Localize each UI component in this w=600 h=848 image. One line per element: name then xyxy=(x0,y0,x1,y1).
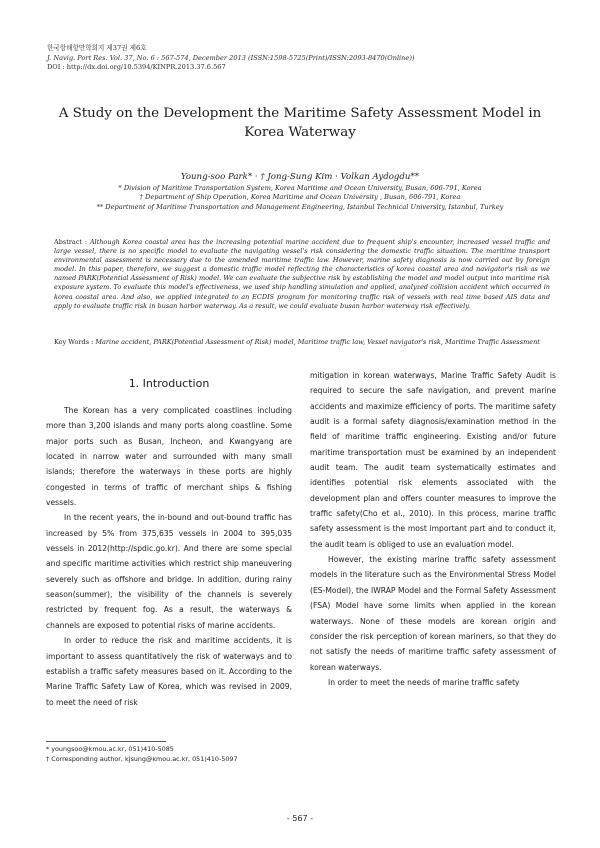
right-column xyxy=(310,368,556,690)
section-heading-introduction: 1. Introduction xyxy=(128,377,210,390)
affiliation-3: ** Department of Maritime Transportation and Management Engineering, Istanbul Technical University, Istanbul, Turkey xyxy=(96,202,504,211)
footnote-divider xyxy=(46,741,166,742)
abstract-text: Although Korea coastal area has the increasing potential marine accident due to frequent ship's encounter, increased vessel traffic and large vessel, there is no specific model to evaluate the navigating vessel's risk considering the domestic traffic situation. The maritime transport environmental assessment is necessary due to the amended maritime traffic law. However, marine safety diagnosis is now carried out by foreign model. In this paper, therefore, we suggest a domestic traffic model reflecting the characteristics of korea coastal area and navigator's risk as we named PARK(Potential Assessment of Risk) model. We can evaluate the subjective risk by establishing the model and model output into maritime risk exposure system. To evaluate this model's effectiveness, we used ship handling simulation and applied, analyzed collision accident which occurred in korea coastal area. And also, we applied integrated to an ECDIS program for monitoring traffic risk of vessels with real time based AIS data and apply to evaluate traffic risk in busan harbor waterway. As a result, we could evaluate busan harbor waterway risk effectively. xyxy=(54,238,550,310)
body-paragraph: mitigation in korean waterways, Marine Traffic Safety Audit is required to secure the safe navigation, and prevent marine accidents and maximize efficiency of ports. The maritime safety audit is a formal safety diagnosis/examination method in the field of maritime traffic engineering. Existing and/or future maritime transportation must be examined by an independent audit team. The audit team systematically estimates and identifies potential risk elements associated with the development plan and offers counter measures to improve the traffic safety(Cho et al., 2010). In this process, marine traffic safety assessment is the most important part and to conduct it, the audit team is obliged to use an evaluation model. xyxy=(310,371,556,549)
abstract-label: Abstract : xyxy=(54,238,90,246)
affiliation-1: * Division of Maritime Transportation System, Korea Maritime and Ocean University, Busan, 606-791, Korea xyxy=(118,184,482,192)
paper-title: A Study on the Development the Maritime Safety Assessment Model in Korea Waterway xyxy=(58,106,542,140)
affiliation-2: † Department of Ship Operation, Korea Maritime and Ocean University , Busan, 606-791, Korea xyxy=(139,193,461,202)
affiliations xyxy=(10,184,590,212)
body-paragraph: In order to reduce the risk and maritime accidents, it is important to assess quantitatively the risk of waterways and to establish a traffic safety measures based on it. According to the Marine Traffic Safety Law of Korea, which was revised in 2009, to meet the need of risk xyxy=(46,636,292,707)
author-list: Young-soo Park* · † Jong-Sung Kim · Volkan Aydogdu** xyxy=(180,172,420,182)
keywords-text: Marine accident, PARK(Potential Assessment of Risk) model, Maritime traffic law, Vessel navigator's risk, Maritime Traffic Assessment xyxy=(95,338,540,346)
body-paragraph: In the recent years, the in-bound and out-bound traffic has increased by 5% from 375,635 vessels in 2004 to 395,035 vessels in 2012(http://spdic.go.kr). And there are some special and specific maritime activities which restrict ship maneuvering severely such as offshore and bridge. In addition, during rainy season(summer), the visibility of the channels is severely restricted by frequent fog. As a result, the waterways & channels are exposed to potential risks of marine accidents. xyxy=(46,513,292,630)
page-number: - 567 - xyxy=(286,814,314,823)
journal-header xyxy=(47,44,567,73)
footnote-1: * youngsoo@kmou.ac.kr, 051)410-5085 xyxy=(46,745,174,753)
keywords xyxy=(54,338,550,347)
footnotes xyxy=(46,744,346,764)
journal-citation: J. Navig. Port Res. Vol. 37, No. 6 : 567-574, December 2013 (ISSN:1598-5725(Print)/ISSN:2093-8470(Online)) xyxy=(47,53,415,62)
left-column xyxy=(46,376,292,710)
journal-korean-title: 한국항해항만학회지 제37권 제6호 xyxy=(47,44,147,52)
keywords-label: Key Words : xyxy=(54,338,96,346)
abstract xyxy=(54,238,550,311)
body-paragraph: However, the existing marine traffic safety assessment models in the literature such as the Environmental Stress Model (ES-Model), the IWRAP Model and the Formal Safety Assessment (FSA) Model have some limits when applied in the korean waterways. None of these models are korean origin and consider the risk perception of korean mariners, so that they do not satisfy the needs of maritime traffic safety assessment of korean waterways. xyxy=(310,555,556,672)
body-paragraph: In order to meet the needs of marine traffic safety xyxy=(328,677,520,687)
body-paragraph: The Korean has a very complicated coastlines including more than 3,200 islands and many ports along coastline. Some major ports such as Busan, Incheon, and Kwangyang are located in narrow water and surrounded with many small islands; therefore the waterways in these ports are highly congested in terms of traffic of merchant ships & fishing vessels. xyxy=(46,406,292,508)
doi-link[interactable]: DOI : http://dx.doi.org/10.5394/KINPR.2013.37.6.567 xyxy=(47,63,226,72)
footnote-2: † Corresponding author, kjsung@kmou.ac.kr, 051)410-5097 xyxy=(46,755,238,763)
